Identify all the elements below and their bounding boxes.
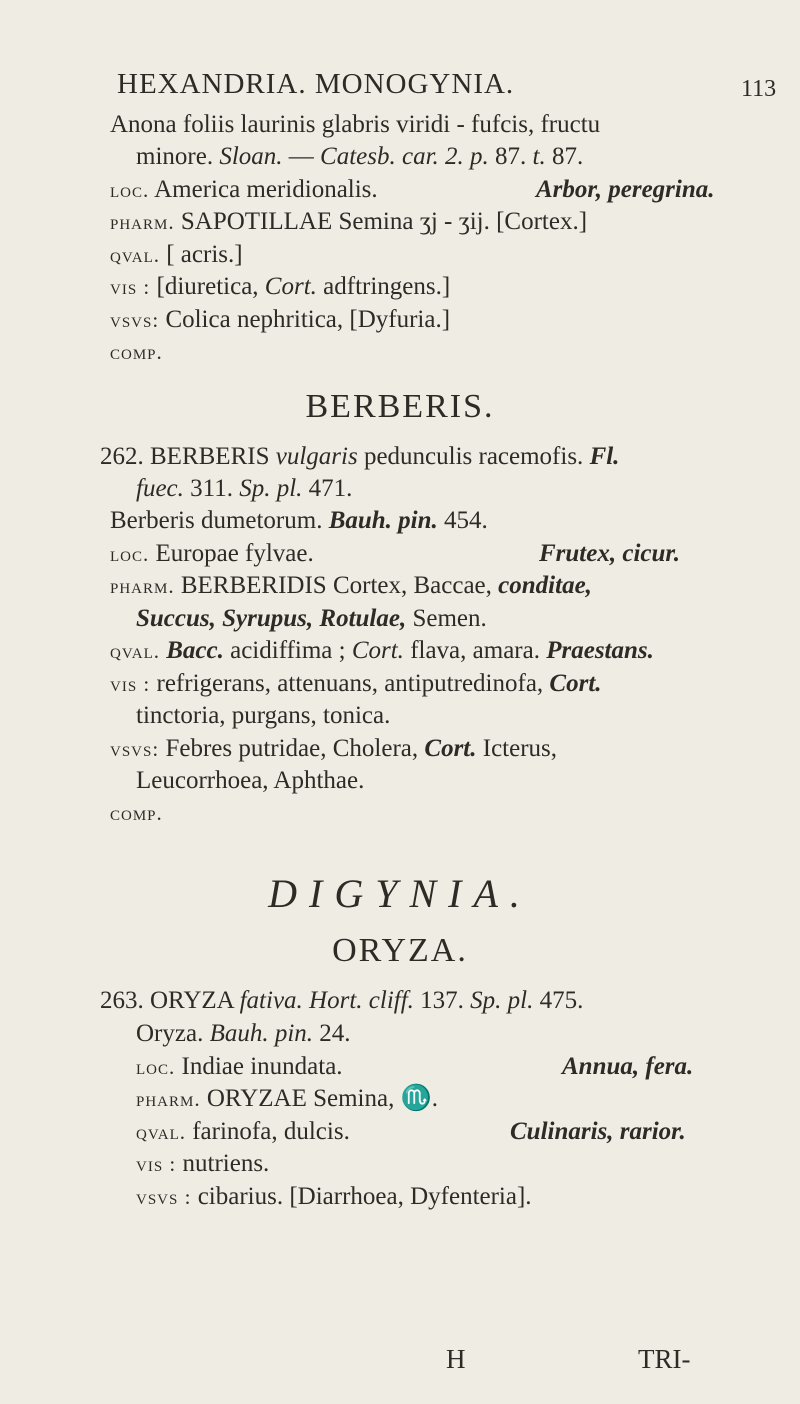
berberis-vis-2: tinctoria, purgans, tonica. bbox=[136, 702, 391, 729]
class-heading-digynia: DIGYNIA. bbox=[268, 871, 532, 916]
anona-habit: Arbor, peregrina. bbox=[536, 176, 715, 203]
anona-qual: qval. [ acris.] bbox=[110, 241, 243, 268]
anona-vis: vis : [diuretica, Cort. adftringens.] bbox=[110, 273, 451, 300]
signature-mark: H bbox=[446, 1344, 466, 1374]
oryza-usus: vsvs : cibarius. [Diarrhoea, Dyfenteria]. bbox=[136, 1183, 532, 1210]
oryza-line-2: Oryza. Bauh. pin. 24. bbox=[136, 1020, 351, 1047]
berberis-habit: Frutex, cicur. bbox=[539, 540, 680, 567]
berberis-line-2: fuec. 311. Sp. pl. 471. bbox=[136, 475, 353, 502]
oryza-vis: vis : nutriens. bbox=[136, 1150, 270, 1177]
anona-line-1: Anona foliis laurinis glabris viridi - fufcis, fructu bbox=[110, 111, 601, 138]
berberis-usus: vsvs: Febres putridae, Cholera, Cort. Icterus, bbox=[110, 735, 558, 762]
oryza-loc: loc. Indiae inundata. bbox=[136, 1053, 343, 1080]
anona-loc: loc. America meridionalis. bbox=[110, 176, 378, 203]
anona-line-2: minore. Sloan. — Catesb. car. 2. p. 87. t. 87. bbox=[136, 143, 584, 170]
anona-comp: comp. bbox=[110, 340, 163, 364]
anona-usus: vsvs: Colica nephritica, [Dyfuria.] bbox=[110, 306, 451, 333]
genus-title-oryza: ORYZA. bbox=[332, 932, 468, 969]
berberis-pharm-2: Succus, Syrupus, Rotulae, Semen. bbox=[136, 605, 487, 632]
berberis-line-1: 262. BERBERIS vulgaris pedunculis racemofis. Fl. bbox=[100, 443, 620, 470]
oryza-qual-right: Culinaris, rarior. bbox=[510, 1118, 686, 1145]
page-number: 113 bbox=[741, 76, 777, 102]
running-head: HEXANDRIA. MONOGYNIA. bbox=[117, 68, 515, 100]
berberis-pharm: pharm. BERBERIDIS Cortex, Baccae, conditae, bbox=[110, 572, 592, 599]
oryza-qual: qval. farinofa, dulcis. bbox=[136, 1118, 350, 1145]
genus-title-berberis: BERBERIS. bbox=[305, 388, 495, 425]
berberis-comp: comp. bbox=[110, 801, 163, 825]
anona-pharm: pharm. SAPOTILLAE Semina ʒj - ʒij. [Cortex.] bbox=[110, 208, 588, 235]
berberis-vis: vis : refrigerans, attenuans, antiputredinofa, Cort. bbox=[110, 670, 602, 697]
berberis-loc: loc. Europae fylvae. bbox=[110, 540, 314, 567]
oryza-habit: Annua, fera. bbox=[562, 1053, 694, 1080]
berberis-line-3: Berberis dumetorum. Bauh. pin. 454. bbox=[110, 507, 488, 534]
oryza-pharm: pharm. ORYZAE Semina, ♏. bbox=[136, 1085, 438, 1112]
catchword: TRI- bbox=[638, 1344, 691, 1374]
berberis-qual: qval. Bacc. acidiffima ; Cort. flava, amara. Praestans. bbox=[110, 637, 654, 664]
berberis-usus-2: Leucorrhoea, Aphthae. bbox=[136, 767, 365, 794]
oryza-line-1: 263. ORYZA fativa. Hort. cliff. 137. Sp. pl. 475. bbox=[100, 987, 584, 1014]
